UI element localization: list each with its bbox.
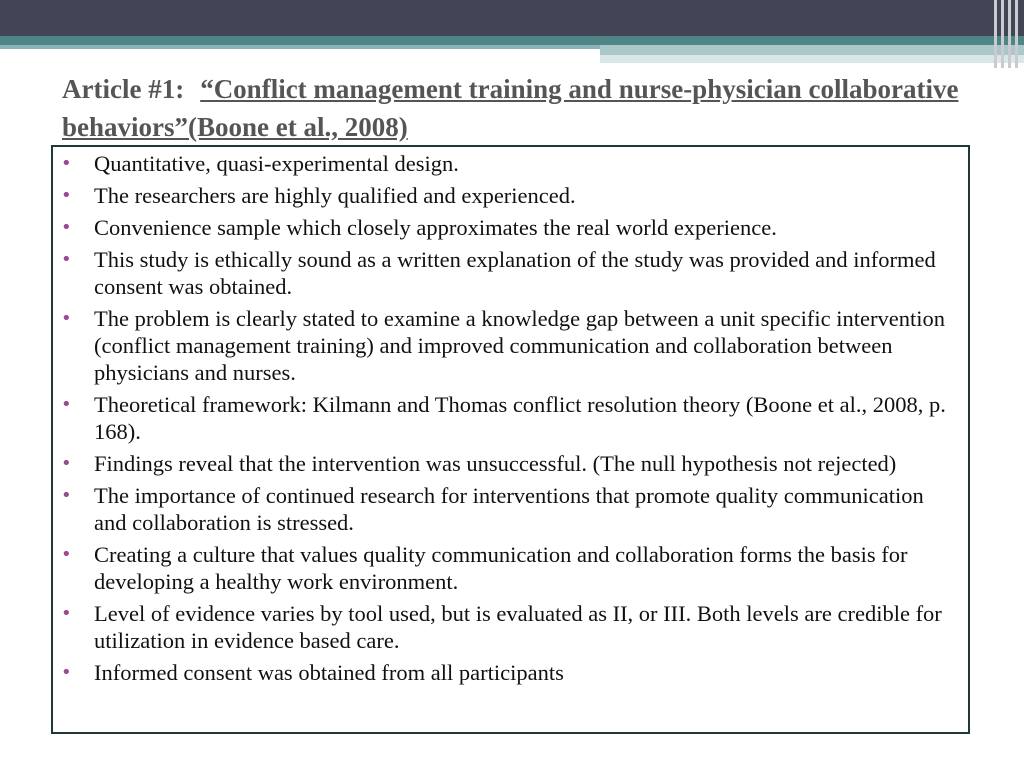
bullet-text: Quantitative, quasi-experimental design.	[94, 151, 459, 176]
corner-stripes-decoration	[990, 0, 1024, 68]
bullet-icon: •	[61, 662, 72, 683]
header-band-dark	[0, 0, 1024, 36]
content-box	[51, 145, 970, 734]
bullet-icon: •	[61, 185, 72, 206]
list-item	[61, 600, 958, 654]
list-item	[61, 391, 958, 445]
list-item	[61, 305, 958, 386]
header-band-teal	[0, 36, 1024, 45]
list-item	[61, 450, 958, 477]
header-band-light-right	[600, 45, 1024, 55]
bullet-text: Creating a culture that values quality communication and collaboration forms the basis for developing a healthy work environment.	[94, 542, 908, 594]
bullet-icon: •	[61, 603, 72, 624]
header-band-light	[0, 45, 600, 49]
bullet-icon: •	[61, 485, 72, 506]
bullet-text: The importance of continued research for interventions that promote quality communication and collaboration is stressed.	[94, 483, 924, 535]
bullet-text: Informed consent was obtained from all participants	[94, 660, 564, 685]
bullet-text: The researchers are highly qualified and experienced.	[94, 183, 576, 208]
bullet-icon: •	[61, 249, 72, 270]
list-item	[61, 482, 958, 536]
bullet-icon: •	[61, 217, 72, 238]
list-item	[61, 659, 958, 686]
slide-title-prefix: Article #1:	[62, 74, 185, 104]
bullet-icon: •	[61, 153, 72, 174]
list-item	[61, 150, 958, 177]
bullet-list	[53, 147, 968, 686]
bullet-icon: •	[61, 544, 72, 565]
bullet-text: Findings reveal that the intervention was unsuccessful. (The null hypothesis not rejected)	[94, 451, 897, 476]
list-item	[61, 246, 958, 300]
bullet-text: Convenience sample which closely approximates the real world experience.	[94, 215, 777, 240]
list-item	[61, 541, 958, 595]
slide-title-article-name: “Conflict management training and nurse-physician collaborative behaviors”(Boone et al., 2008)	[62, 74, 959, 142]
list-item	[61, 214, 958, 241]
bullet-icon: •	[61, 394, 72, 415]
bullet-text: This study is ethically sound as a written explanation of the study was provided and informed consent was obtained.	[94, 247, 936, 299]
bullet-icon: •	[61, 453, 72, 474]
bullet-text: The problem is clearly stated to examine a knowledge gap between a unit specific intervention (conflict management training) and improved communication and collaboration between physicians and nurses.	[94, 306, 945, 385]
bullet-text: Theoretical framework: Kilmann and Thomas conflict resolution theory (Boone et al., 2008, p. 168).	[94, 392, 946, 444]
bullet-icon: •	[61, 308, 72, 329]
slide-title	[62, 70, 962, 146]
header-band-pale	[600, 55, 1024, 63]
list-item	[61, 182, 958, 209]
bullet-text: Level of evidence varies by tool used, but is evaluated as II, or III. Both levels are credible for utilization in evidence based care.	[94, 601, 942, 653]
